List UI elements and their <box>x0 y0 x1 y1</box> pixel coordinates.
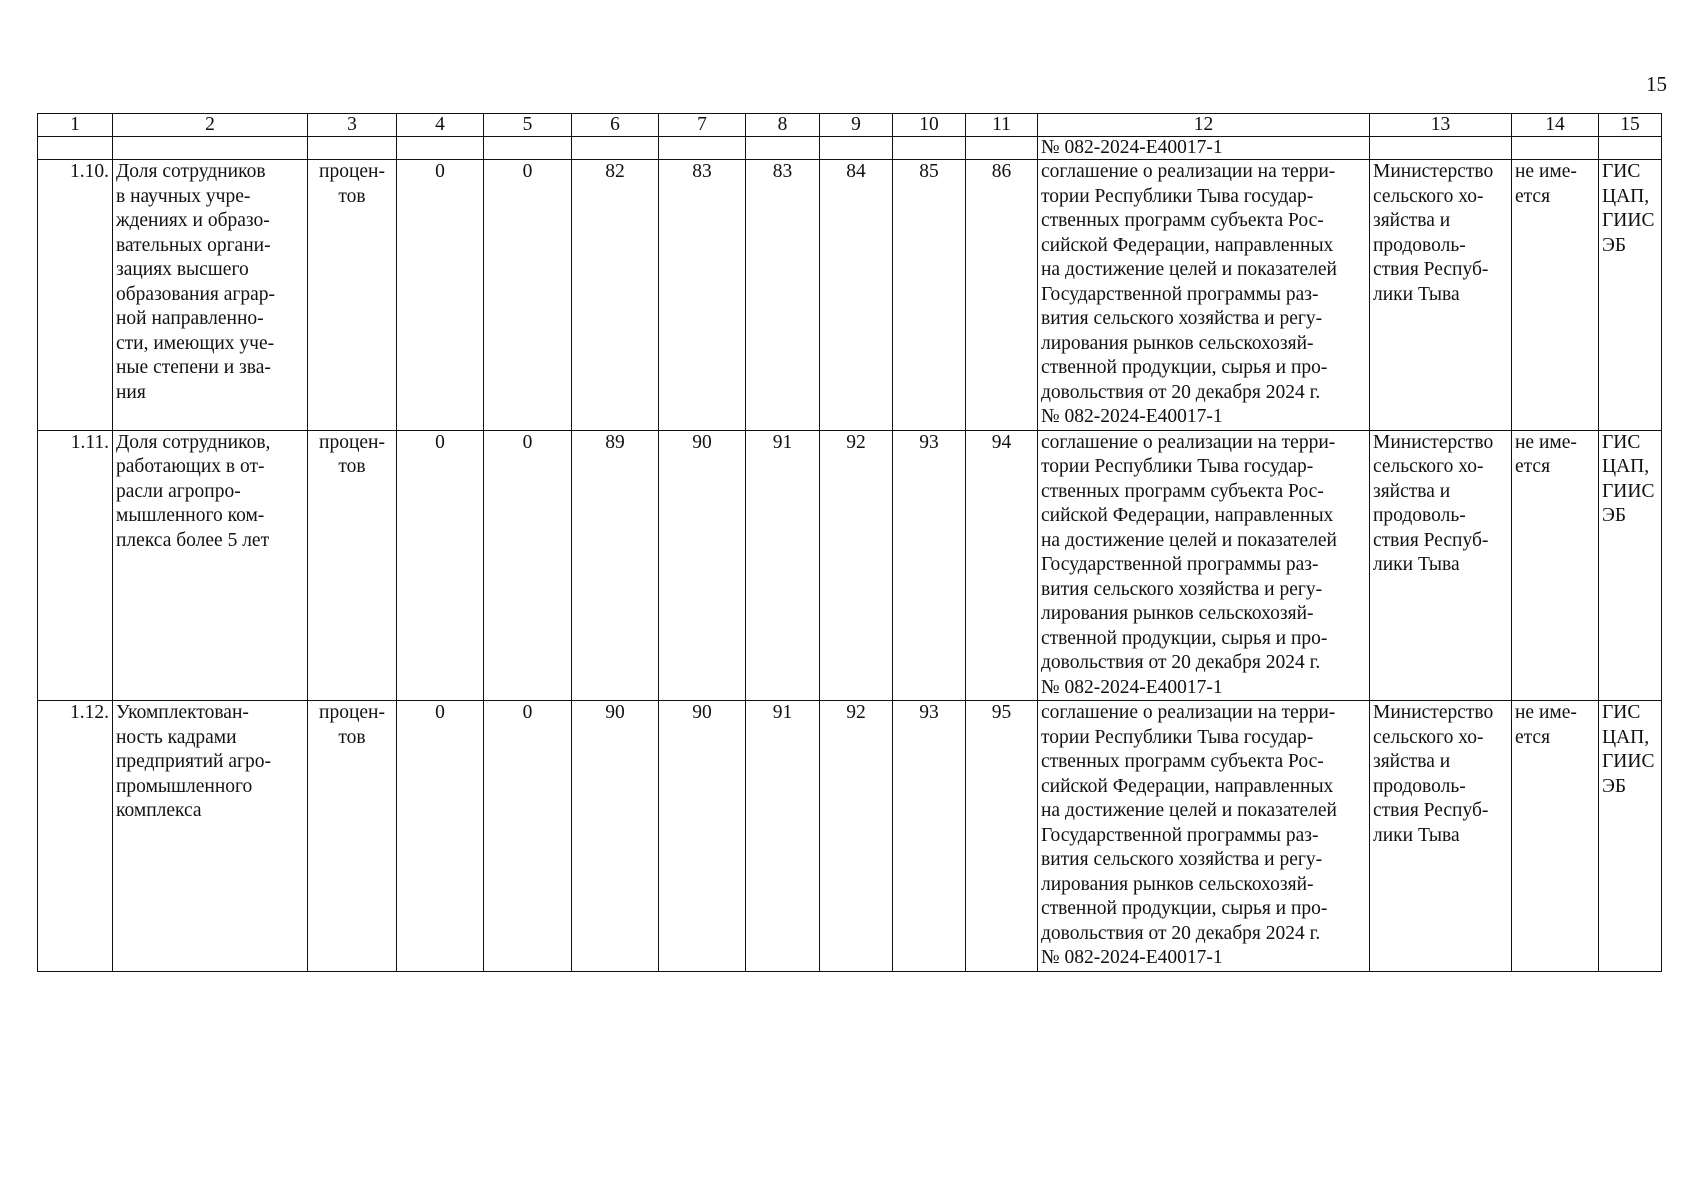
value-cell: 86 <box>966 160 1038 431</box>
indicator-name: Укомплектован- ность кадрами предприятий агро- промышленного комплекса <box>113 701 308 972</box>
column-header: 11 <box>966 114 1038 137</box>
continuation-source-cell: № 082-2024-Е40017-1 <box>1038 137 1370 160</box>
value-cell: 0 <box>484 160 572 431</box>
indicator-name: Доля сотрудников в научных учре- ждениях и образо- вательных органи- зациях высшего образования аграр- ной направленно- сти, имеющих уче- ные степени и зва- ния <box>113 160 308 431</box>
responsible-body-cell: Министерство сельского хо- зяйства и продоволь- ствия Респуб- лики Тыва <box>1370 160 1512 431</box>
column-header: 2 <box>113 114 308 137</box>
source-document-cell: соглашение о реализации на терри- тории Республики Тыва государ- ственных программ субъекта Рос- сийской Федерации, направленных на достижение целей и показателей Государственной программы раз- вития сельского хозяйства и регу- лирования рынков сельскохозяй- ственной продукции, сырья и про- довольствия от 20 декабря 2024 г. № 082-2024-Е40017-1 <box>1038 701 1370 972</box>
row-number: 1.12. <box>38 701 113 972</box>
value-cell: 84 <box>820 160 893 431</box>
column-header: 12 <box>1038 114 1370 137</box>
page-number: 15 <box>1646 72 1667 96</box>
column-header: 7 <box>659 114 746 137</box>
value-cell: 83 <box>746 160 820 431</box>
value-cell: 92 <box>820 430 893 701</box>
column-header: 10 <box>893 114 966 137</box>
row-number: 1.11. <box>38 430 113 701</box>
table-row <box>38 430 1662 701</box>
empty-cell <box>572 137 659 160</box>
empty-cell <box>113 137 308 160</box>
unit-cell: процен- тов <box>308 701 397 972</box>
value-cell: 91 <box>746 430 820 701</box>
responsible-body-cell: Министерство сельского хо- зяйства и продоволь- ствия Респуб- лики Тыва <box>1370 430 1512 701</box>
value-cell: 93 <box>893 701 966 972</box>
value-cell: 95 <box>966 701 1038 972</box>
value-cell: 90 <box>659 430 746 701</box>
empty-cell <box>484 137 572 160</box>
information-system-cell: ГИС ЦАП, ГИИС ЭБ <box>1599 701 1662 972</box>
column-header: 4 <box>397 114 484 137</box>
empty-cell <box>38 137 113 160</box>
empty-cell <box>746 137 820 160</box>
table-row <box>38 160 1662 431</box>
value-cell: 0 <box>484 701 572 972</box>
value-cell: 0 <box>484 430 572 701</box>
column-header: 1 <box>38 114 113 137</box>
column-header: 6 <box>572 114 659 137</box>
value-cell: 91 <box>746 701 820 972</box>
information-system-cell: ГИС ЦАП, ГИИС ЭБ <box>1599 430 1662 701</box>
unit-cell: процен- тов <box>308 160 397 431</box>
column-header: 3 <box>308 114 397 137</box>
row-number: 1.10. <box>38 160 113 431</box>
value-cell: 0 <box>397 430 484 701</box>
empty-cell <box>397 137 484 160</box>
dependency-cell: не име- ется <box>1512 430 1599 701</box>
empty-cell <box>820 137 893 160</box>
value-cell: 90 <box>659 701 746 972</box>
column-header: 8 <box>746 114 820 137</box>
value-cell: 90 <box>572 701 659 972</box>
value-cell: 82 <box>572 160 659 431</box>
source-document-cell: соглашение о реализации на терри- тории Республики Тыва государ- ственных программ субъекта Рос- сийской Федерации, направленных на достижение целей и показателей Государственной программы раз- вития сельского хозяйства и регу- лирования рынков сельскохозяй- ственной продукции, сырья и про- довольствия от 20 декабря 2024 г. № 082-2024-Е40017-1 <box>1038 430 1370 701</box>
column-header: 5 <box>484 114 572 137</box>
value-cell: 94 <box>966 430 1038 701</box>
indicator-name: Доля сотрудников, работающих в от- расли агропро- мышленного ком- плекса более 5 лет <box>113 430 308 701</box>
column-header: 9 <box>820 114 893 137</box>
dependency-cell: не име- ется <box>1512 701 1599 972</box>
value-cell: 92 <box>820 701 893 972</box>
dependency-cell: не име- ется <box>1512 160 1599 431</box>
empty-cell <box>659 137 746 160</box>
empty-cell <box>1599 137 1662 160</box>
column-header: 14 <box>1512 114 1599 137</box>
table-row <box>38 701 1662 972</box>
empty-cell <box>308 137 397 160</box>
source-document-cell: соглашение о реализации на терри- тории Республики Тыва государ- ственных программ субъекта Рос- сийской Федерации, направленных на достижение целей и показателей Государственной программы раз- вития сельского хозяйства и регу- лирования рынков сельскохозяй- ственной продукции, сырья и про- довольствия от 20 декабря 2024 г. № 082-2024-Е40017-1 <box>1038 160 1370 431</box>
value-cell: 83 <box>659 160 746 431</box>
empty-cell <box>1512 137 1599 160</box>
empty-cell <box>966 137 1038 160</box>
indicators-table <box>37 113 1662 972</box>
value-cell: 89 <box>572 430 659 701</box>
empty-cell <box>1370 137 1512 160</box>
responsible-body-cell: Министерство сельского хо- зяйства и продоволь- ствия Респуб- лики Тыва <box>1370 701 1512 972</box>
value-cell: 0 <box>397 701 484 972</box>
unit-cell: процен- тов <box>308 430 397 701</box>
information-system-cell: ГИС ЦАП, ГИИС ЭБ <box>1599 160 1662 431</box>
value-cell: 93 <box>893 430 966 701</box>
empty-cell <box>893 137 966 160</box>
value-cell: 0 <box>397 160 484 431</box>
continuation-row <box>38 137 1662 160</box>
column-header: 15 <box>1599 114 1662 137</box>
value-cell: 85 <box>893 160 966 431</box>
column-header: 13 <box>1370 114 1512 137</box>
column-number-header-row <box>38 114 1662 137</box>
